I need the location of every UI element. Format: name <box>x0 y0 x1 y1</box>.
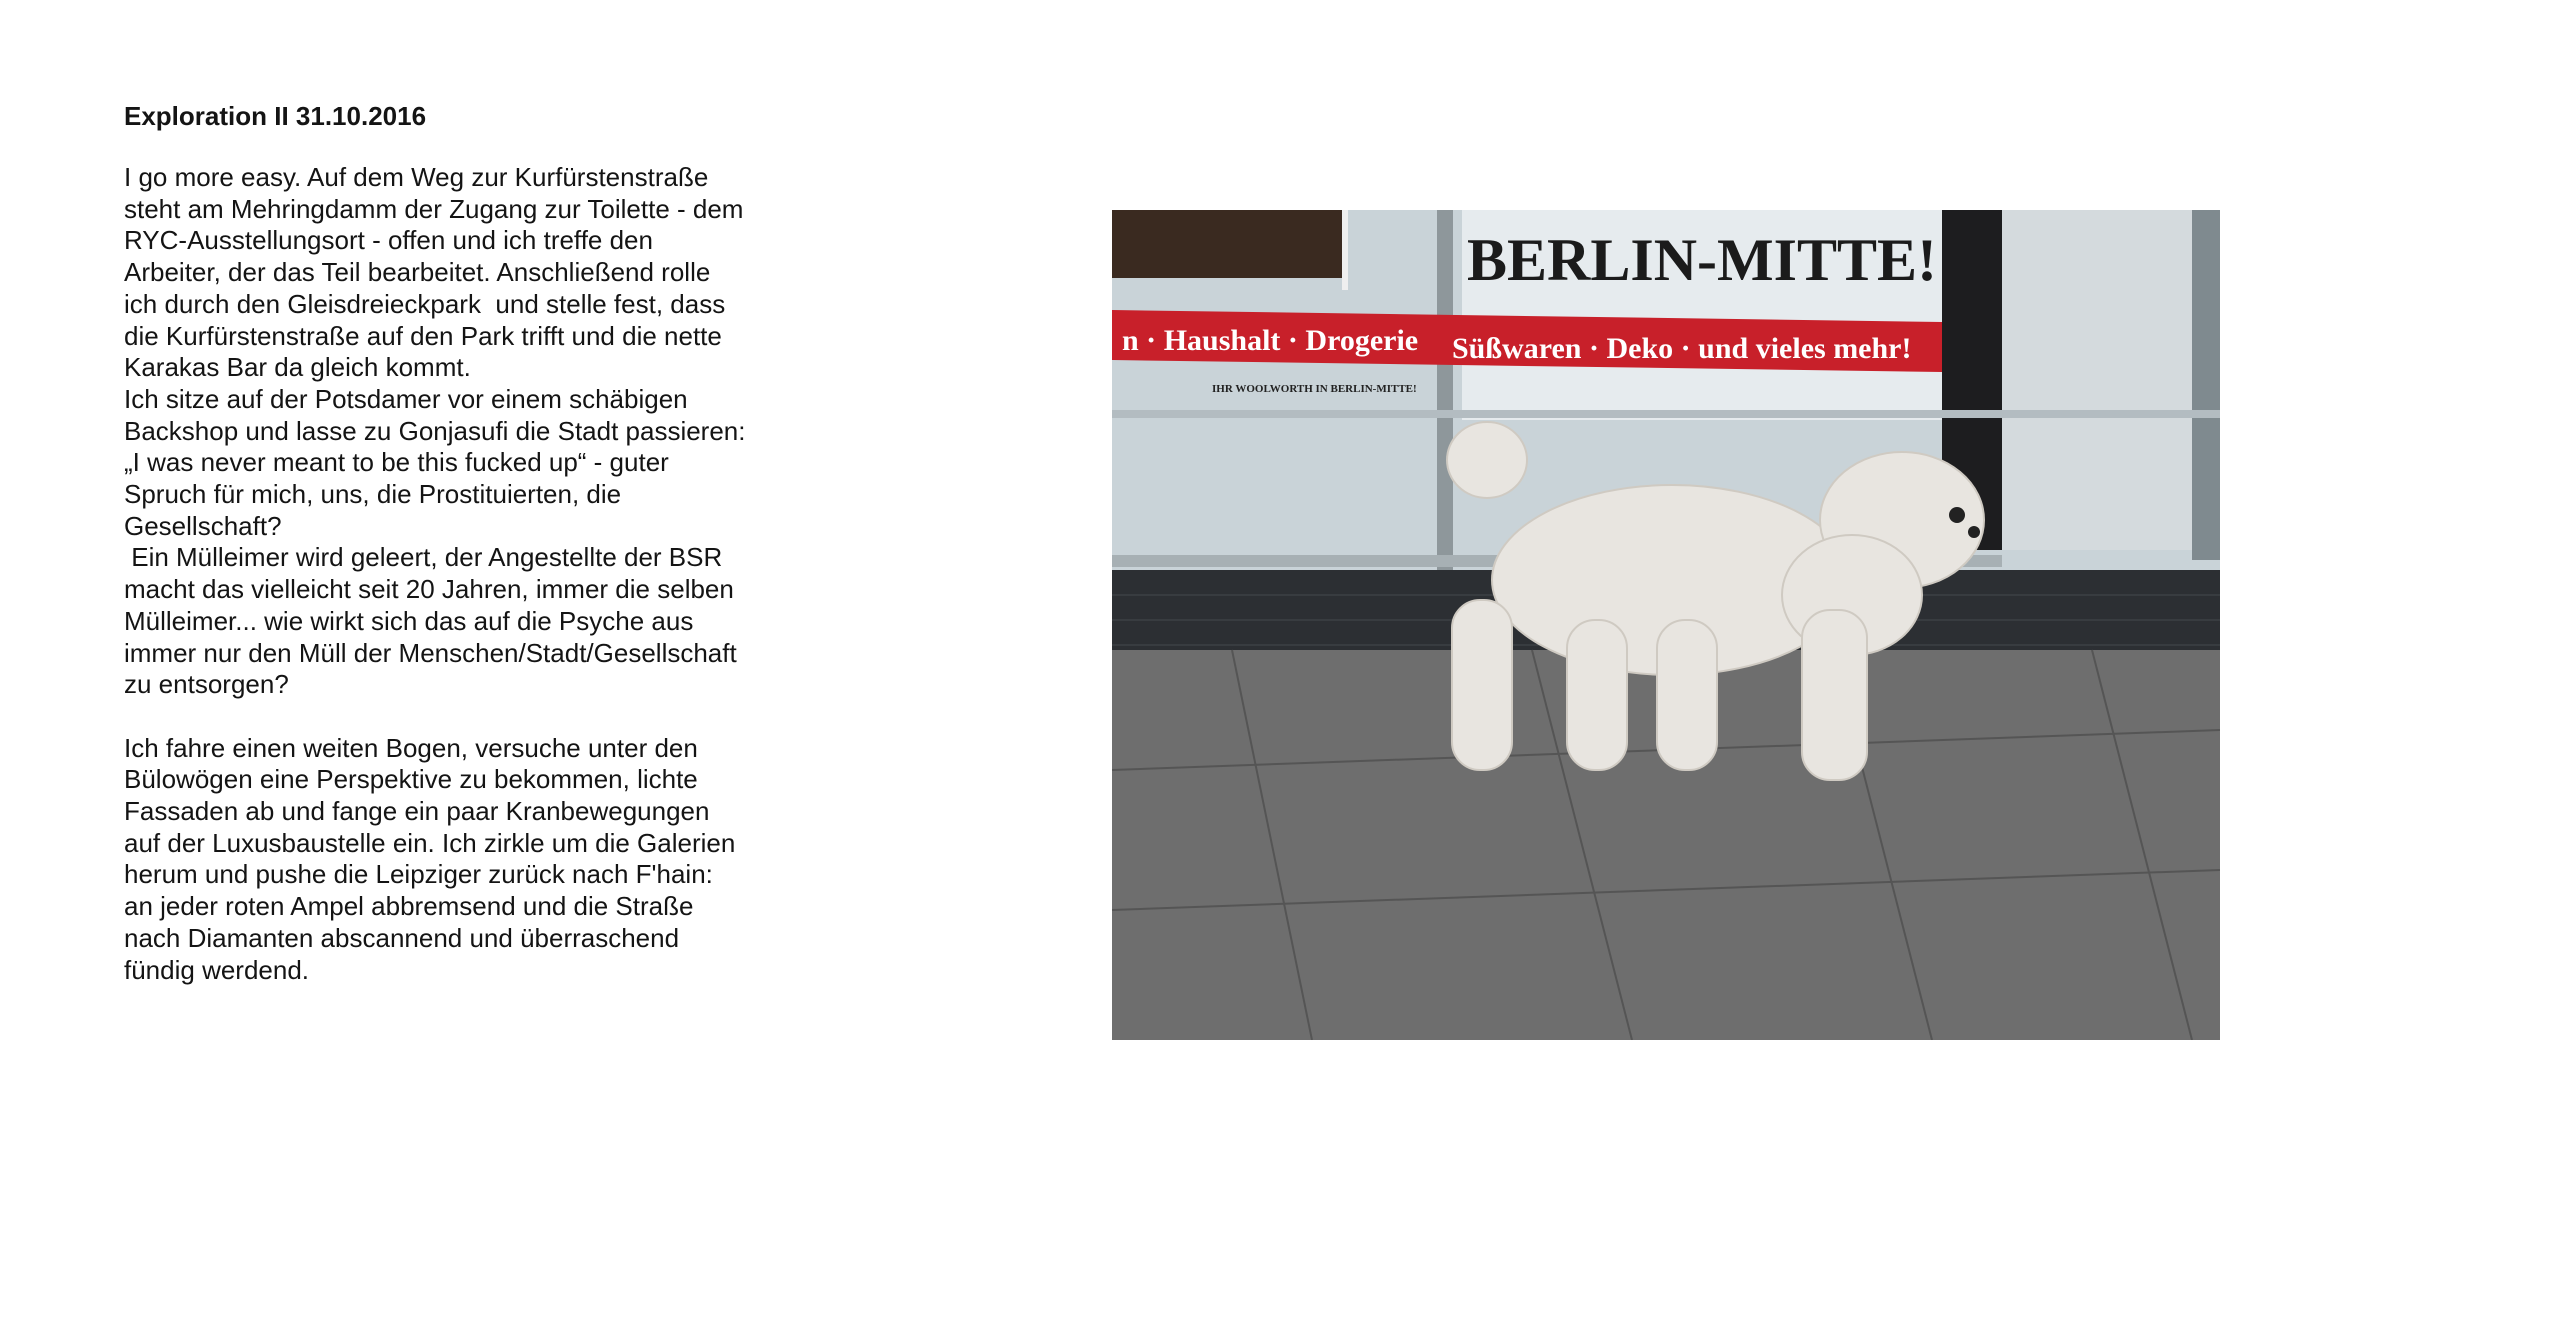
sign-title: BERLIN-MITTE! <box>1466 227 1938 293</box>
banner-text-right: Süßwaren · Deko · und vieles mehr! <box>1452 332 1912 365</box>
text-line: fündig werdend. <box>124 954 310 985</box>
window-post-right <box>2192 210 2220 560</box>
poodle-nose <box>1968 526 1980 538</box>
poster-top-left <box>1112 210 1342 278</box>
text-line: Gesellschaft? <box>124 510 282 541</box>
text-line: steht am Mehringdamm der Zugang zur Toilette - dem <box>124 193 744 224</box>
small-sign-text: IHR WOOLWORTH IN BERLIN-MITTE! <box>1212 383 1417 395</box>
text-line: I go more easy. Auf dem Weg zur Kurfürstenstraße <box>124 162 709 192</box>
text-line: Ich fahre einen weiten Bogen, versuche unter den <box>124 732 698 763</box>
poodle-eye <box>1949 507 1965 523</box>
text-line: Fassaden ab und fange ein paar Kranbewegungen <box>124 796 710 827</box>
text-line: Ein Mülleimer wird geleert, der Angestellte der BSR <box>124 542 723 573</box>
text-line: Karakas Bar da gleich kommt. <box>124 352 471 383</box>
text-line: die Kurfürstenstraße auf den Park trifft und die nette <box>124 320 722 351</box>
text-line: Mülleimer... wie wirkt sich das auf die Psyche aus <box>124 605 694 636</box>
window-post <box>1437 210 1453 570</box>
text-line: an jeder roten Ampel abbremsend und die Straße <box>124 891 694 922</box>
text-line: nach Diamanten abscannend und überraschend <box>124 922 680 953</box>
text-line: auf der Luxusbaustelle ein. Ich zirkle um die Galerien <box>124 827 736 858</box>
banner-text-left: n · Haushalt · Drogerie <box>1122 324 1419 357</box>
text-line: zu entsorgen? <box>124 669 289 700</box>
text-line: Ich sitze auf der Potsdamer vor einem schäbigen <box>124 383 688 414</box>
text-line: ich durch den Gleisdreieckpark und stelle fest, dass <box>124 288 726 319</box>
text-line: RYC-Ausstellungsort - offen und ich treffe den <box>124 225 653 256</box>
text-line: Arbeiter, der das Teil bearbeitet. Anschließend rolle <box>124 257 711 288</box>
paragraph-1 <box>124 162 824 701</box>
paragraph-2 <box>124 733 824 987</box>
text-line: herum und pushe die Leipziger zurück nach F'hain: <box>124 859 713 890</box>
poodle-photo <box>1112 210 2220 1040</box>
text-column <box>124 100 824 986</box>
text-line: Spruch für mich, uns, die Prostituierten, die <box>124 479 622 510</box>
window-rail <box>1112 410 2220 418</box>
photo-illustration <box>1112 210 2220 1040</box>
text-line: Backshop und lasse zu Gonjasufi die Stadt passieren: <box>124 415 746 446</box>
paragraph-spacer <box>124 701 824 733</box>
text-line: Bülowögen eine Perspektive zu bekommen, lichte <box>124 764 698 795</box>
window-pane-right <box>2002 210 2220 550</box>
text-line: macht das vielleicht seit 20 Jahren, immer die selben <box>124 574 734 605</box>
document-title: Exploration II 31.10.2016 <box>124 101 427 131</box>
text-line: „I was never meant to be this fucked up“ - guter <box>124 447 669 478</box>
poster-border <box>1342 210 1348 290</box>
text-line: immer nur den Müll der Menschen/Stadt/Gesellschaft <box>124 637 737 668</box>
